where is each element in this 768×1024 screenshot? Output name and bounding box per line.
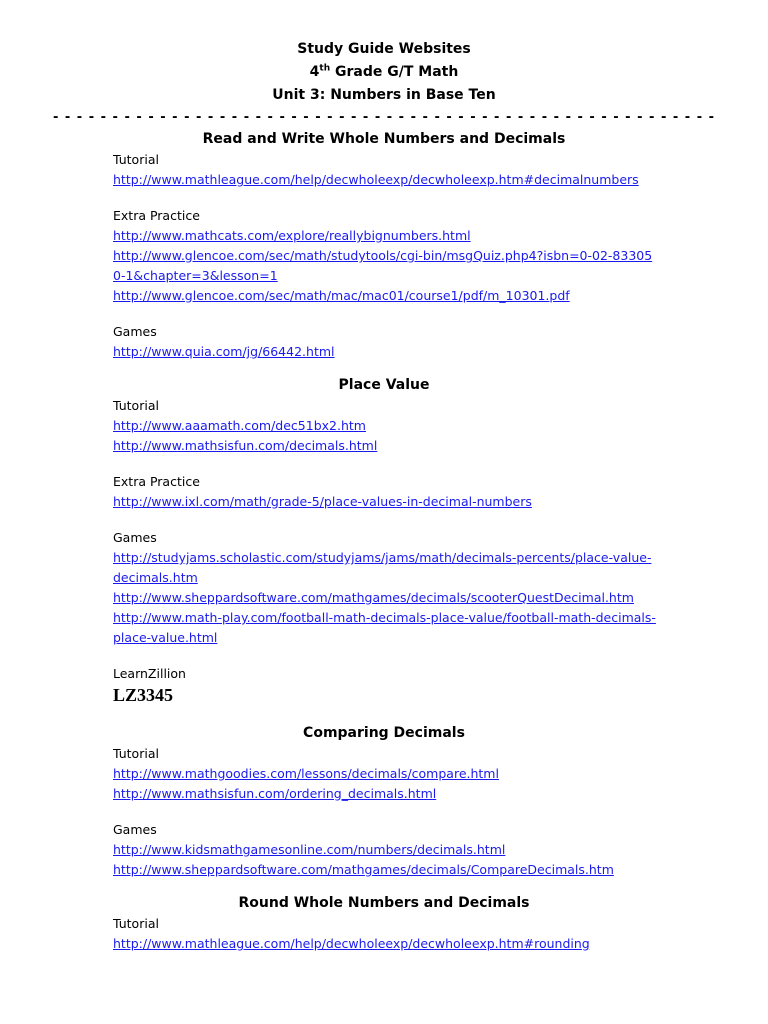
grade-number: 4 bbox=[309, 64, 320, 80]
section-title-comparing-decimals: Comparing Decimals bbox=[303, 725, 465, 741]
tutorial-link[interactable]: http://www.mathsisfun.com/decimals.html bbox=[113, 438, 378, 453]
section-title-round-numbers: Round Whole Numbers and Decimals bbox=[238, 895, 530, 911]
section-title-place-value: Place Value bbox=[338, 377, 430, 393]
tutorial-label: Tutorial bbox=[113, 746, 159, 761]
learnzillion-code: LZ3345 bbox=[113, 685, 174, 705]
extra-practice-link[interactable]: http://www.glencoe.com/sec/math/studytools/cgi-bin/msgQuiz.php4?isbn=0-02-833050-1&chapter=3&lesson=1 bbox=[113, 248, 653, 283]
tutorial-link[interactable]: http://www.mathleague.com/help/decwholeexp/decwholeexp.htm#decimalnumbers bbox=[113, 172, 639, 187]
extra-practice-link[interactable]: http://www.ixl.com/math/grade-5/place-values-in-decimal-numbers bbox=[113, 494, 532, 509]
unit-title: Unit 3: Numbers in Base Ten bbox=[272, 87, 496, 103]
tutorial-link[interactable]: http://www.mathsisfun.com/ordering_decimals.html bbox=[113, 786, 437, 801]
grade-text: Grade G/T Math bbox=[335, 64, 459, 80]
document-header bbox=[0, 38, 768, 107]
section-place-value bbox=[0, 396, 768, 706]
dashed-divider: - - - - - - - - - - - - - - - - - - - - - - - - - - - - - - - - - - - - - - - - - - - - - - - - - - - - - - - - bbox=[52, 110, 716, 125]
tutorial-link[interactable]: http://www.mathgoodies.com/lessons/decimals/compare.html bbox=[113, 766, 499, 781]
document-title: Study Guide Websites bbox=[297, 41, 471, 57]
games-label: Games bbox=[113, 822, 157, 837]
games-link[interactable]: http://www.math-play.com/football-math-decimals-place-value/football-math-decimals-place-value.html bbox=[113, 610, 656, 645]
section-title-read-write: Read and Write Whole Numbers and Decimals bbox=[202, 131, 566, 147]
games-link[interactable]: http://www.sheppardsoftware.com/mathgames/decimals/scooterQuestDecimal.htm bbox=[113, 590, 634, 605]
extra-practice-link[interactable]: http://www.glencoe.com/sec/math/mac/mac01/course1/pdf/m_10301.pdf bbox=[113, 288, 570, 303]
games-link[interactable]: http://www.quia.com/jg/66442.html bbox=[113, 344, 335, 359]
extra-practice-link[interactable]: http://www.mathcats.com/explore/reallybignumbers.html bbox=[113, 228, 471, 243]
section-comparing-decimals bbox=[0, 744, 768, 880]
tutorial-link[interactable]: http://www.aaamath.com/dec51bx2.htm bbox=[113, 418, 366, 433]
games-label: Games bbox=[113, 324, 157, 339]
games-link[interactable]: http://www.kidsmathgamesonline.com/numbers/decimals.html bbox=[113, 842, 506, 857]
games-label: Games bbox=[113, 530, 157, 545]
tutorial-label: Tutorial bbox=[113, 916, 159, 931]
grade-line bbox=[0, 61, 768, 84]
tutorial-link[interactable]: http://www.mathleague.com/help/decwholeexp/decwholeexp.htm#rounding bbox=[113, 936, 590, 951]
games-link[interactable]: http://studyjams.scholastic.com/studyjams/jams/math/decimals-percents/place-value-decimals.htm bbox=[113, 550, 652, 585]
tutorial-label: Tutorial bbox=[113, 398, 159, 413]
section-round-numbers bbox=[0, 914, 768, 954]
section-read-write bbox=[0, 150, 768, 362]
tutorial-label: Tutorial bbox=[113, 152, 159, 167]
grade-superscript: th bbox=[319, 63, 331, 74]
games-link[interactable]: http://www.sheppardsoftware.com/mathgames/decimals/CompareDecimals.htm bbox=[113, 862, 614, 877]
extra-practice-label: Extra Practice bbox=[113, 208, 200, 223]
learnzillion-label: LearnZillion bbox=[113, 666, 186, 681]
extra-practice-label: Extra Practice bbox=[113, 474, 200, 489]
